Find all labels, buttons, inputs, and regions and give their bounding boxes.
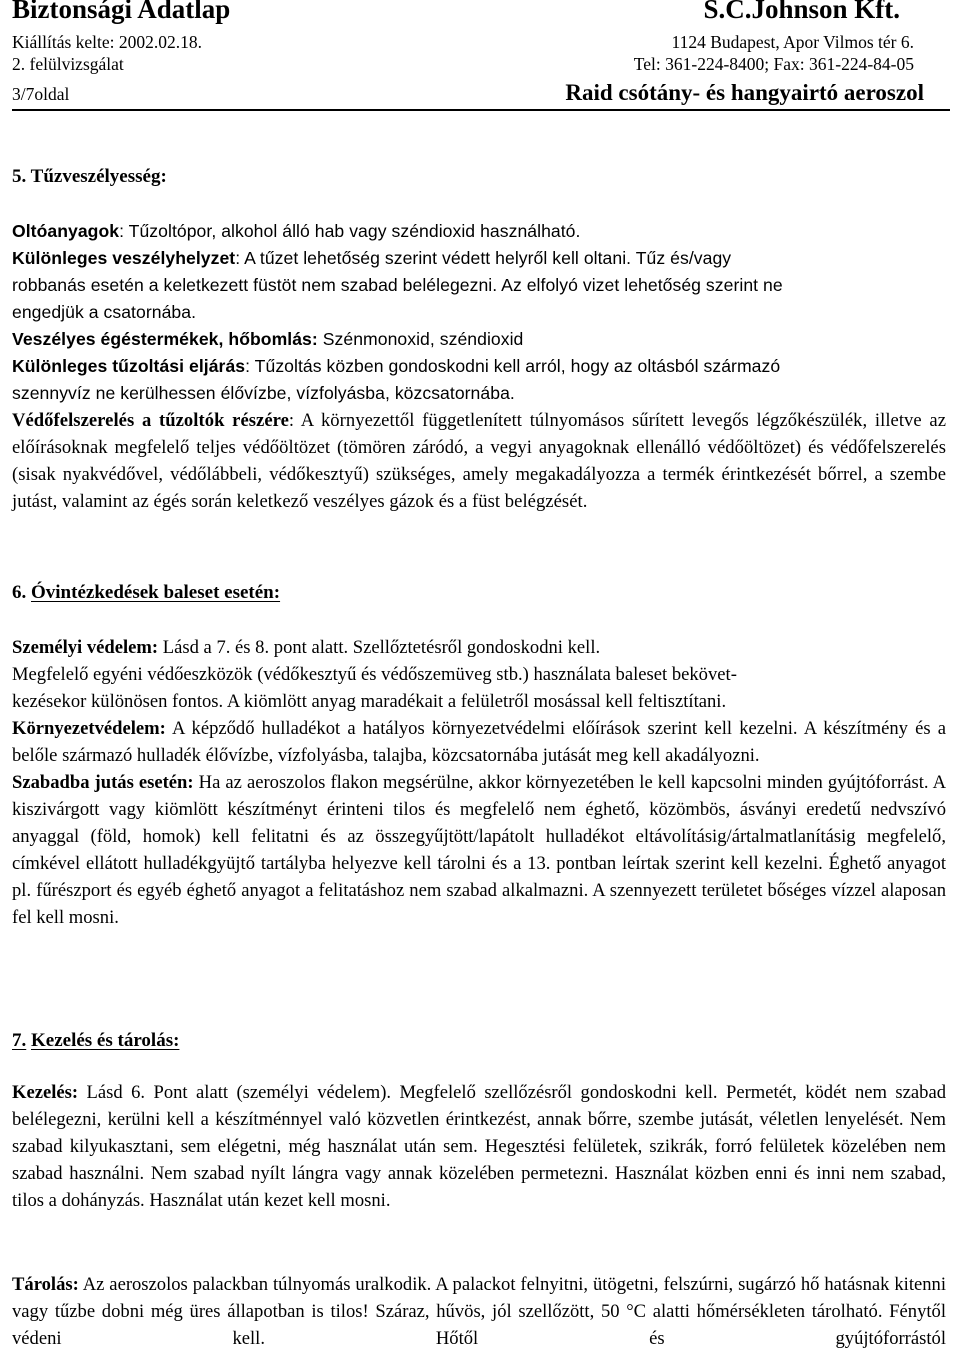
header-title-row bbox=[12, 0, 948, 23]
extinguishing-media: Oltóanyagok: Tűzoltópor, alkohol álló hab vagy széndioxid használható. bbox=[12, 221, 581, 241]
release-measures: Szabadba jutás esetén: Ha az aeroszolos flakon megsérülne, akkor környezetében le kell kapcsolni minden gyújtóforrást. A kiszivárgott vagy kiömlött készítményt érinteni tilos és megfelelő nem éghető, közömbös, ásványi eredetű nedvszívó anyaggal (föld, homok) kell felitatni és az összegyűjtött/lapátolt hulladékot eltávolításig/ártalmatlanításig megfelelő, címkével ellátott hulladékgyüjtő tartályba helyezve kell tárolni és a 13. pontban leírtak szerint kell kezelni. Éghető anyagot pl. fűrészport és egyéb éghető anyagot a felitatáshoz nem szabad alkalmazni. A szennyezett területet bőséges vízzel alaposan fel kell mosni. bbox=[12, 772, 946, 928]
header-row-2 bbox=[12, 34, 948, 52]
environmental-protection: Környezetvédelem: A képződő hulladékot a hatályos környezetvédelmi előírások szerint kell kezelni. A készítmény és a belőle származó hulladék élővízbe, vízfolyásba, talajba, közcsatornába jutását meg kell akadályozni. bbox=[12, 718, 946, 766]
section-6-body: Személyi védelem: Lásd a 7. és 8. pont alatt. Szellőztetésről gondoskodni kell. Megfelelő egyéni védőeszközök (védőkesztyű és védőszemüveg stb.) használata baleset bekövet- kezésekor különösen fontos. A kiömlött anyag maradékait a felületről mosással kell feltisztítani. Környezetvédelem: A képződő hulladékot a hatályos környezetvédelmi előírások szerint kell kezelni. A készítmény és a belőle származó hulladék élővízbe, vízfolyásba, talajba, közcsatornába jutását meg kell akadályozni. Szabadba jutás esetén: Ha az aeroszolos flakon megsérülne, akkor környezetében le kell kapcsolni minden gyújtóforrást. A kiszivárgott vagy kiömlött készítményt érinteni tilos és megfelelő nem éghető, közömbös, ásványi eredetű nedvszívó anyaggal (föld, homok) kell felitatni és az összegyűjtött/lapátolt hulladékot eltávolításig/ártalmatlanításig megfelelő, címkével ellátott hulladékgyüjtő tartályba helyezve kell tárolni és a 13. pontban leírtak szerint kell kezelni. Éghető anyagot pl. fűrészport és egyéb éghető anyagot a felitatáshoz nem szabad alkalmazni. A szennyezett területet bőséges vízzel alaposan fel kell mosni. bbox=[12, 634, 946, 931]
phone-fax: Tel: 361-224-8400; Fax: 361-224-84-05 bbox=[633, 54, 914, 74]
firefighter-protection: Védőfelszerelés a tűzoltók részére: A környezettől függetlenített túlnyomásos sűrített levegős légzőkészülék, illetve az előírásoknak megfelelő teljes védőöltözet (tömören záródó, a vegyi anyagoknak ellenálló védőöltözet) és védőfelszerelés (sisak nyakvédővel, védőlábbeli, védőkesztyű) szükséges, amely megakadályozza a termék érintkezését bőrrel, a szembe jutást, valamint az égés során keletkező veszélyes gázok és a füst belégzését. bbox=[12, 410, 946, 512]
section-7-storage bbox=[12, 1271, 946, 1352]
company-name: S.C.Johnson Kft. bbox=[703, 0, 900, 24]
header-divider bbox=[12, 109, 950, 111]
document-title: Biztonsági Adatlap bbox=[12, 0, 231, 24]
ppe-note: Megfelelő egyéni védőeszközök (védőkesztyű és védőszemüveg stb.) használata baleset bekövet- bbox=[12, 664, 737, 685]
section-6-heading: 6. Óvintézkedések baleset esetén: bbox=[12, 582, 281, 603]
handling: Kezelés: Lásd 6. Pont alatt (személyi védelem). Megfelelő szellőzésről gondoskodni kell. Permetét, ködét nem szabad belélegezni, kerülni kell a készítménnyel való közvetlen érintkezést, annak bőrre, szembe jutását, véletlen lenyelését. Nem szabad kilyukasztani, sem elégetni, még használat után sem. Hegesztési felületek, szikrák, forró felületek közelében nem szabad használni. Nem szabad nyílt lángra vagy annak közelében permetezni. Használat közben enni és inni nem szabad, tilos a dohányzás. Használat után kezet kell mosni. bbox=[12, 1082, 946, 1211]
page-number: 3/7oldal bbox=[12, 84, 70, 104]
combustion-products: Veszélyes égéstermékek, hőbomlás: Szénmonoxid, széndioxid bbox=[12, 329, 524, 349]
section-5-body: Oltóanyagok: Tűzoltópor, alkohol álló hab vagy széndioxid használható. Különleges veszélyhelyzet: A tűzet lehetőség szerint védett helyről kell oltani. Tűz és/vagy robbanás esetén a keletkezett füstöt nem szabad belélegezni. Az elfolyó vizet lehetőség szerint ne engedjük a csatornába. Veszélyes égéstermékek, hőbomlás: Szénmonoxid, széndioxid Különleges tűzoltási eljárás: Tűzoltás közben gondoskodni kell arról, hogy az oltásból származó szennyvíz ne kerülhessen élővízbe, vízfolyásba, közcsatornába. Védőfelszerelés a tűzoltók részére: A környezettől függetlenített túlnyomásos sűrített levegős légzőkészülék, illetve az előírásoknak megfelelő teljes védőöltözet (tömören záródó, a vegyi anyagoknak ellenálló védőöltözet) és védőfelszerelés (sisak nyakvédővel, védőlábbeli, védőkesztyű) szükséges, amely megakadályozza a termék érintkezését bőrrel, a szembe jutást, valamint az égés során keletkező veszélyes gázok és a füst belégzését. bbox=[12, 218, 946, 515]
issue-date: Kiállítás kelte: 2002.02.18. bbox=[12, 32, 203, 52]
company-address: 1124 Budapest, Apor Vilmos tér 6. bbox=[671, 32, 914, 52]
section-7-handling bbox=[12, 1079, 946, 1214]
special-hazard: Különleges veszélyhelyzet: A tűzet lehetőség szerint védett helyről kell oltani. Tűz és/vagy bbox=[12, 248, 732, 268]
revision-label: 2. felülvizsgálat bbox=[12, 54, 124, 74]
firefighting-procedure: Különleges tűzoltási eljárás: Tűzoltás közben gondoskodni kell arról, hogy az oltásból származó bbox=[12, 356, 781, 376]
section-5-heading: 5. Tűzveszélyesség: bbox=[12, 166, 167, 187]
header-row-3 bbox=[12, 56, 948, 74]
storage: Tárolás: Az aeroszolos palackban túlnyomás uralkodik. A palackot felnyitni, ütögetni, felszúrni, sugárzó hő hatásnak kitenni vagy tűzbe dobni még üres állapotban is tilos! Száraz, hűvös, jól szellőzött, 50 °C alatti hőmérsékleten tárolható. Fénytől védeni kell. Hőtől és gyújtóforrástól bbox=[12, 1274, 946, 1349]
personal-protection: Személyi védelem: Lásd a 7. és 8. pont alatt. Szellőztetésről gondoskodni kell. bbox=[12, 637, 601, 658]
product-name: Raid csótány- és hangyairtó aeroszol bbox=[565, 80, 924, 105]
header-row-4 bbox=[12, 81, 948, 104]
section-7-heading: 7. Kezelés és tárolás: bbox=[12, 1030, 180, 1051]
